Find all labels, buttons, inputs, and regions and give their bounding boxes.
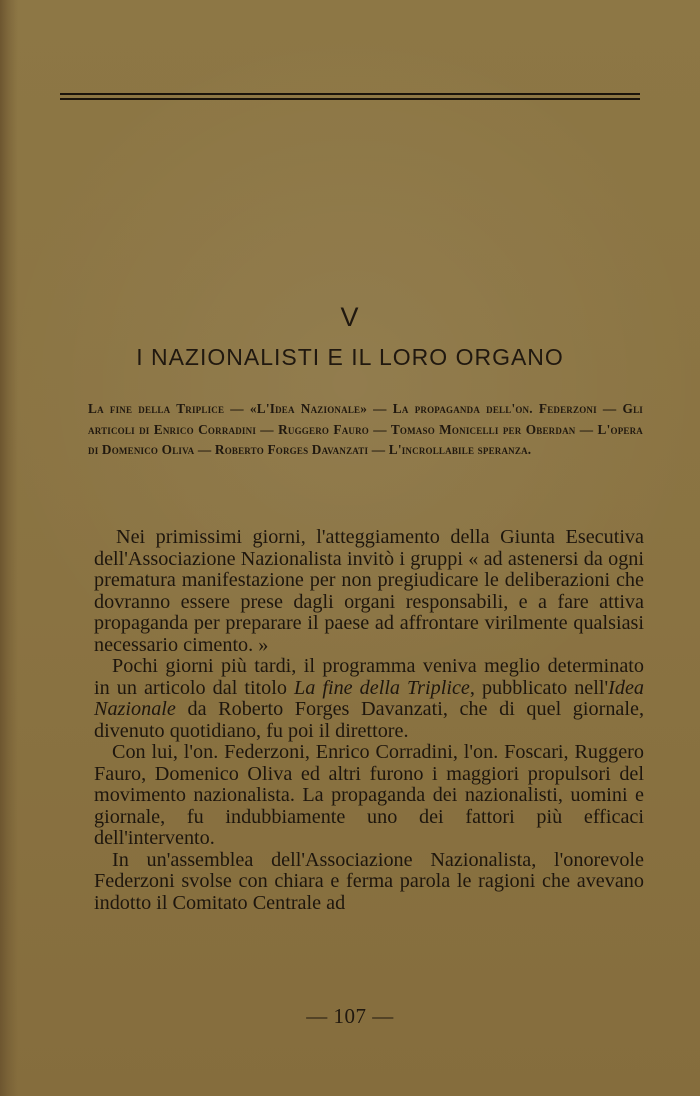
article-title: La fine della Triplice — [294, 676, 470, 699]
paragraph-2-middle: , pubblicato nell' — [469, 676, 609, 699]
journal-title: Idea Nazionale — [94, 676, 644, 720]
paragraph-2-before: Pochi giorni più tardi, il programma veniva meglio determinato in un articolo dal titolo — [94, 655, 644, 699]
chapter-number: V — [340, 302, 360, 332]
top-double-rule — [60, 93, 640, 101]
chapter-summary: La fine della Triplice — «L'Idea Nazionale» — La propaganda dell'on. Federzoni — Gli articoli di Enrico Corradini — Ruggero Fauro — Tomaso Monicelli per Oberdan — L'opera di Domenico Oliva — Roberto Forges Davanzati — L'incrollabile speranza. — [88, 401, 643, 457]
paragraph-4: In un'assemblea dell'Associazione Nazionalista, l'onorevole Federzoni svolse con chiara e ferma parola le ragioni che avevano indotto il Comitato Centrale ad — [94, 848, 644, 914]
paragraph-1: Nei primissimi giorni, l'atteggiamento della Giunta Esecutiva dell'Associazione Nazionalista invitò i gruppi « ad astenersi da ogni prematura manifestazione per non pregiudicare le deliberazioni che dovranno essere prese dagli organi responsabili, e a fare attiva propaganda per preparare il paese ad affrontare virilmente qualsiasi necessario cimento. » — [94, 526, 644, 656]
paragraph-2-after: da Roberto Forges Davanzati, che di quel giornale, divenuto quotidiano, fu poi il direttore. — [94, 698, 644, 742]
page-number: — 107 — — [306, 1004, 394, 1028]
page-spine-shadow — [0, 0, 18, 1096]
chapter-title: I NAZIONALISTI E IL LORO ORGANO — [136, 344, 564, 370]
paragraph-2 — [94, 656, 644, 742]
paragraph-3: Con lui, l'on. Federzoni, Enrico Corradini, l'on. Foscari, Ruggero Fauro, Domenico Oliva ed altri furono i maggiori propulsori del movimento nazionalista. La propaganda dei nazionalisti, uomini e giornale, fu indubbiamente uno dei fattori più efficaci dell'intervento. — [94, 741, 644, 849]
body-text — [94, 527, 644, 914]
